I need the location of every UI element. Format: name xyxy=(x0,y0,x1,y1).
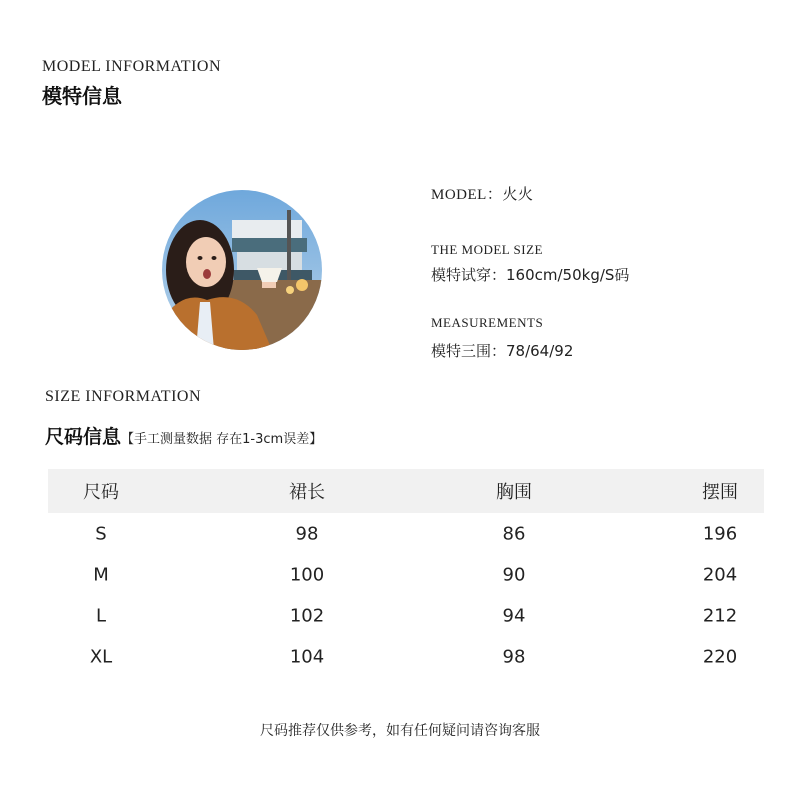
cell-size: S xyxy=(95,523,107,544)
cell-hem: 204 xyxy=(702,564,738,585)
model-size-value: 模特试穿：160cm/50kg/S码 xyxy=(431,266,630,284)
cell-hem: 212 xyxy=(702,605,738,626)
size-info-heading-en: SIZE INFORMATION xyxy=(45,388,201,405)
table-row xyxy=(48,554,764,595)
cell-hem: 196 xyxy=(702,523,738,544)
model-info-heading-cn: 模特信息 xyxy=(42,84,122,108)
cell-hem: 220 xyxy=(702,646,738,667)
cell-bust: 90 xyxy=(502,564,526,585)
header-bust: 胸围 xyxy=(496,482,532,503)
size-table-header xyxy=(48,469,764,513)
measurements-label: MEASUREMENTS xyxy=(431,315,544,330)
size-info-note: 【手工测量数据 存在1-3cm误差】 xyxy=(121,432,323,447)
cell-bust: 86 xyxy=(502,523,526,544)
size-info-heading xyxy=(45,422,322,449)
table-row xyxy=(48,636,764,677)
model-photo-image xyxy=(162,190,322,350)
cell-length: 102 xyxy=(289,605,325,626)
header-size: 尺码 xyxy=(83,482,119,503)
cell-size: L xyxy=(95,605,107,626)
table-row xyxy=(48,595,764,636)
cell-size: M xyxy=(93,564,109,585)
model-size-label: THE MODEL SIZE xyxy=(431,242,543,257)
size-disclaimer: 尺码推荐仅供参考，如有任何疑问请咨询客服 xyxy=(260,723,540,739)
cell-size: XL xyxy=(89,646,113,667)
cell-length: 100 xyxy=(289,564,325,585)
model-name-label: MODEL： xyxy=(431,187,503,203)
table-row xyxy=(48,513,764,554)
model-name xyxy=(431,183,533,204)
cell-bust: 98 xyxy=(502,646,526,667)
header-length: 裙长 xyxy=(289,482,325,503)
size-table xyxy=(48,469,764,677)
model-name-value: 火火 xyxy=(502,185,534,203)
cell-length: 104 xyxy=(289,646,325,667)
cell-length: 98 xyxy=(295,523,319,544)
model-info-heading-en: MODEL INFORMATION xyxy=(42,58,222,75)
cell-bust: 94 xyxy=(502,605,526,626)
model-photo xyxy=(162,190,322,350)
measurements-value: 模特三围：78/64/92 xyxy=(431,342,574,360)
size-info-heading-cn: 尺码信息 xyxy=(45,426,122,448)
header-hem: 摆围 xyxy=(702,482,738,503)
